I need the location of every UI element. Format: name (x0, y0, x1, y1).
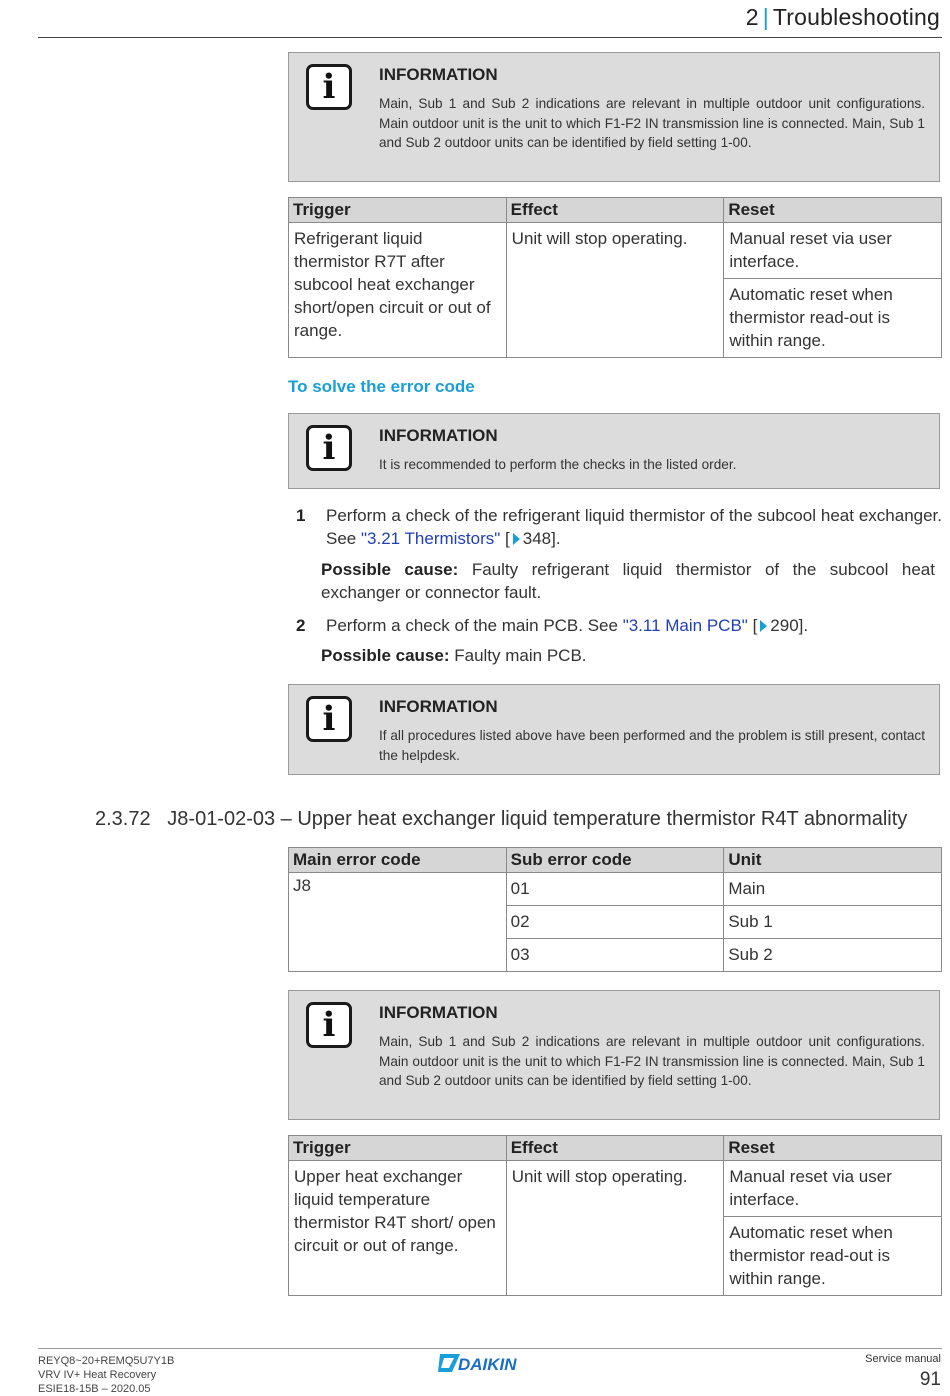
step-text-body: Perform a check of the main PCB. See (326, 616, 623, 635)
step-text (326, 614, 942, 637)
effect-cell: Unit will stop operating. (506, 1161, 724, 1296)
information-text: If all procedures listed above have been performed and the problem is still present, contact the helpdesk. (379, 728, 925, 763)
possible-cause-text: Faulty main PCB. (449, 646, 587, 665)
effect-cell: Unit will stop operating. (506, 223, 724, 358)
ref-bracket-close: ]. (798, 616, 809, 635)
daikin-logo (438, 1352, 542, 1374)
unit-cell: Main (724, 873, 942, 906)
header-divider (38, 37, 942, 38)
footer-model: REYQ8~20+REMQ5U7Y1B (38, 1355, 175, 1367)
ref-bracket-open: [ (747, 616, 758, 635)
table-header-reset: Reset (724, 198, 942, 223)
section-number: 2.3.72 (95, 808, 151, 830)
possible-cause-label: Possible cause: (321, 646, 450, 665)
main-pcb-link[interactable]: "3.11 Main PCB" (622, 616, 748, 635)
chapter-separator: | (762, 4, 769, 30)
page-number: 91 (919, 1369, 941, 1390)
step-text (326, 504, 942, 550)
possible-cause-text: Faulty refrigerant liquid thermistor of the subcool heat exchanger or connector fault. (321, 560, 935, 602)
table-header-effect: Effect (506, 1136, 724, 1161)
unit-cell: Sub 1 (724, 906, 942, 939)
footer-divider (38, 1348, 942, 1349)
footer-series: VRV IV+ Heat Recovery (38, 1369, 157, 1381)
trigger-effect-reset-table-1 (288, 197, 942, 358)
table-header-sub-error-code: Sub error code (506, 848, 724, 873)
reset-cell-automatic: Automatic reset when thermistor read-out is within range. (724, 279, 942, 358)
page-reference[interactable]: 290 (770, 616, 799, 635)
info-icon: i (306, 64, 352, 110)
section-title: J8-01-02-03 – Upper heat exchanger liquid temperature thermistor R4T abnormality (167, 808, 908, 830)
step-2 (296, 614, 942, 637)
trigger-cell: Upper heat exchanger liquid temperature thermistor R4T short/ open circuit or out of range. (289, 1161, 507, 1296)
information-text: It is recommended to perform the checks in the listed order. (379, 457, 737, 472)
table-header-unit: Unit (724, 848, 942, 873)
solve-error-heading: To solve the error code (288, 377, 475, 396)
table-header-main-error-code: Main error code (289, 848, 507, 873)
sub-error-code-cell: 03 (506, 939, 724, 972)
unit-cell: Sub 2 (724, 939, 942, 972)
possible-cause-label: Possible cause: (321, 560, 459, 579)
footer-product-info (38, 1354, 174, 1396)
step-1 (296, 504, 942, 550)
thermistors-link[interactable]: "3.21 Thermistors" (360, 529, 501, 548)
possible-cause-2 (321, 644, 935, 667)
ref-bracket-close: ]. (551, 529, 561, 548)
step-number: 1 (296, 506, 306, 525)
information-text: Main, Sub 1 and Sub 2 indications are relevant in multiple outdoor unit configurations. Main outdoor unit is the unit to which F1-F2 IN transmission line is connected. Main, Sub 1 and Sub 2 outdoor units can be identified by field setting 1-00. (379, 96, 925, 150)
reset-cell-manual: Manual reset via user interface. (724, 223, 942, 279)
information-box-1 (288, 52, 940, 182)
info-icon: i (306, 425, 352, 471)
information-box-3 (288, 684, 940, 775)
information-title: INFORMATION (379, 65, 498, 84)
table-header-effect: Effect (506, 198, 724, 223)
page-reference[interactable]: 348 (522, 529, 552, 548)
step-text-body: Perform a check of the refrigerant liquid thermistor of the subcool heat exchanger. See (326, 506, 942, 548)
information-box-2 (288, 413, 940, 489)
possible-cause-1 (321, 558, 935, 604)
footer-doc-type: Service manual (865, 1353, 941, 1365)
step-number: 2 (296, 616, 306, 635)
logo-text: DAIKIN (458, 1355, 517, 1374)
section-heading (95, 808, 907, 831)
triangle-right-icon (513, 533, 520, 545)
trigger-cell: Refrigerant liquid thermistor R7T after subcool heat exchanger short/open circuit or out of range. (289, 223, 507, 358)
chapter-title: Troubleshooting (772, 4, 940, 30)
ref-bracket-open: [ (500, 529, 510, 548)
information-text: Main, Sub 1 and Sub 2 indications are relevant in multiple outdoor unit configurations. Main outdoor unit is the unit to which F1-F2 IN transmission line is connected. Main, Sub 1 and Sub 2 outdoor units can be identified by field setting 1-00. (379, 1034, 925, 1088)
sub-error-code-cell: 02 (506, 906, 724, 939)
info-icon: i (306, 696, 352, 742)
error-codes-table (288, 847, 942, 972)
footer-page-info (865, 1353, 941, 1391)
table-row (289, 873, 942, 906)
table-header-trigger: Trigger (289, 198, 507, 223)
info-icon: i (306, 1002, 352, 1048)
information-title: INFORMATION (379, 697, 498, 716)
table-header-trigger: Trigger (289, 1136, 507, 1161)
information-title: INFORMATION (379, 1003, 498, 1022)
reset-cell-manual: Manual reset via user interface. (724, 1161, 942, 1217)
sub-error-code-cell: 01 (506, 873, 724, 906)
triangle-right-icon (760, 620, 767, 632)
reset-cell-automatic: Automatic reset when thermistor read-out is within range. (724, 1217, 942, 1296)
chapter-number: 2 (745, 4, 759, 30)
footer-doc-code: ESIE18-15B – 2020.05 (38, 1383, 151, 1395)
information-title: INFORMATION (379, 426, 498, 445)
page-header (746, 4, 940, 31)
information-box-4 (288, 990, 940, 1120)
trigger-effect-reset-table-2 (288, 1135, 942, 1296)
main-error-code-cell: J8 (289, 873, 507, 972)
table-header-reset: Reset (724, 1136, 942, 1161)
